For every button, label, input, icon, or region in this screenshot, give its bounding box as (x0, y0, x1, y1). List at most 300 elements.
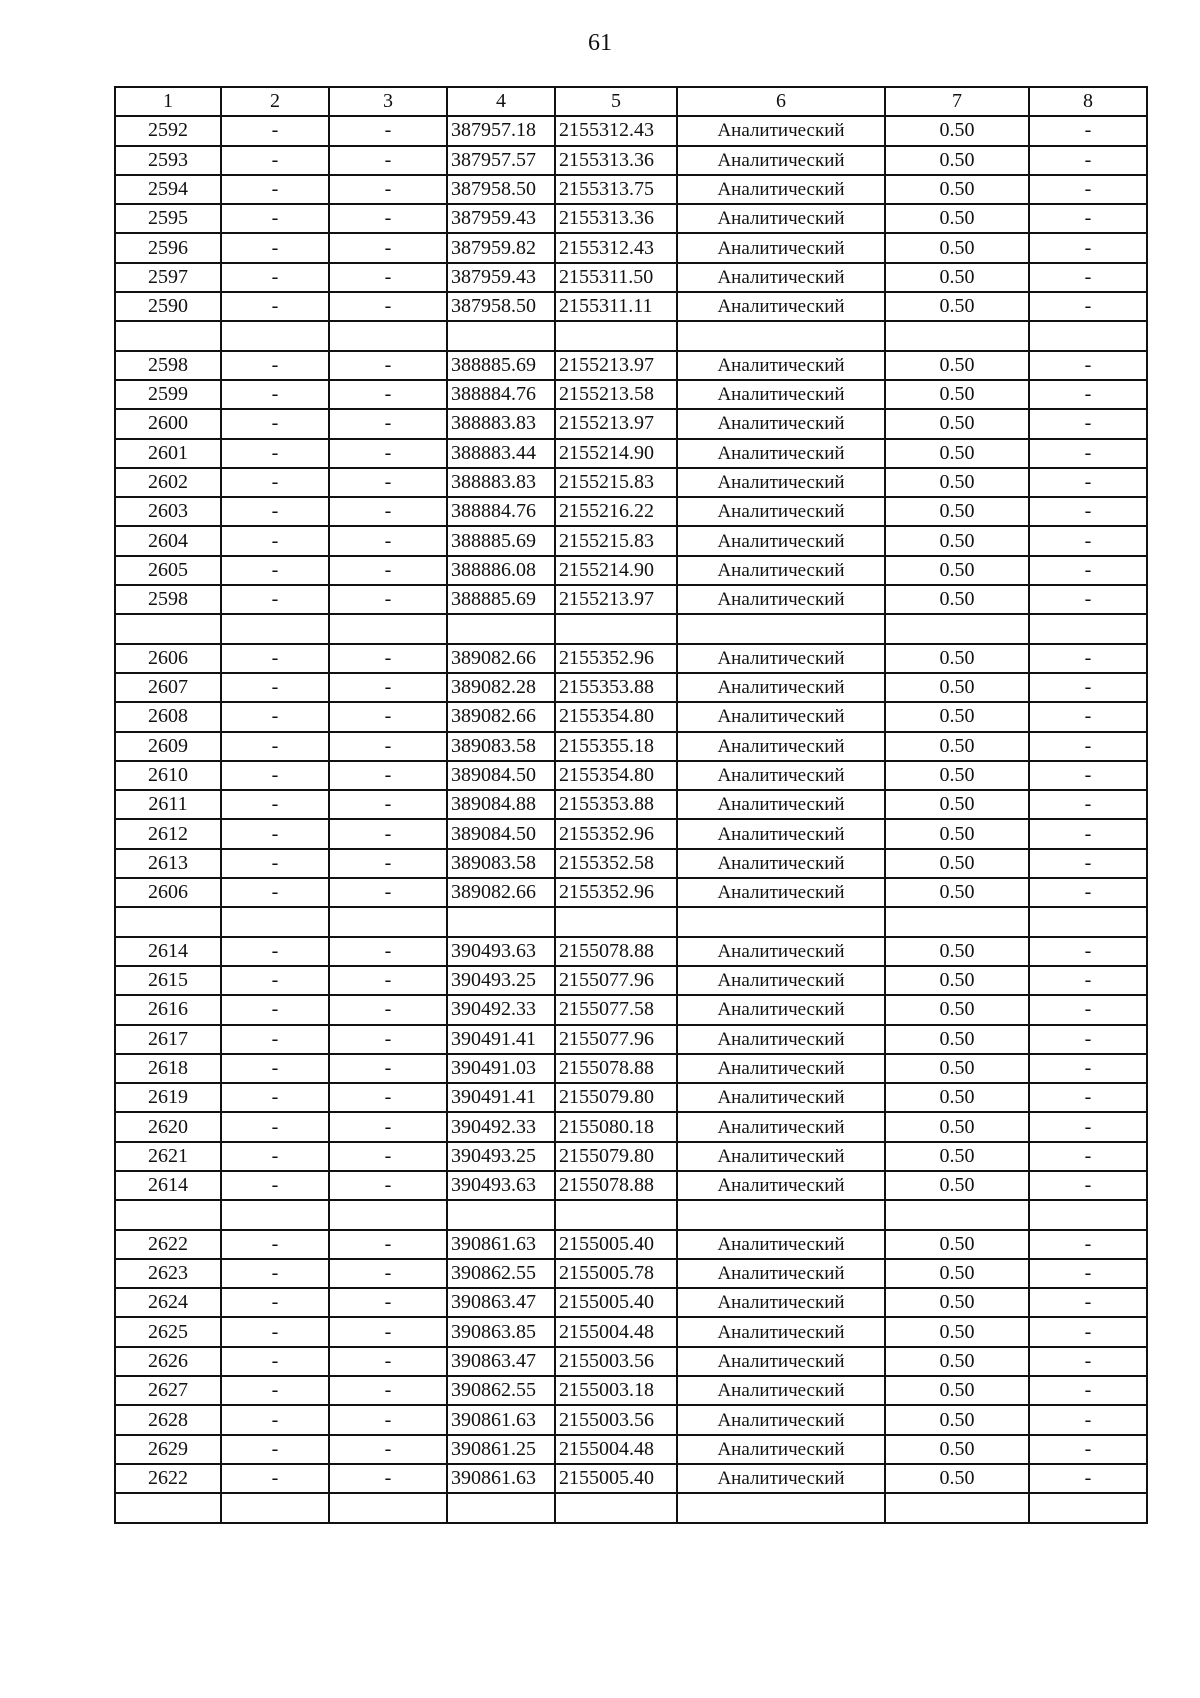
point-number-cell: 2606 (115, 644, 221, 673)
y-coordinate-cell: 2155003.56 (555, 1405, 677, 1434)
accuracy-cell: 0.50 (885, 233, 1029, 262)
point-number-cell (115, 907, 221, 936)
method-cell: Аналитический (677, 146, 885, 175)
accuracy-cell: 0.50 (885, 1317, 1029, 1346)
method-cell: Аналитический (677, 644, 885, 673)
col8-value-cell: - (1029, 263, 1147, 292)
col2-value-cell: - (221, 849, 329, 878)
point-number-cell: 2627 (115, 1376, 221, 1405)
method-cell: Аналитический (677, 556, 885, 585)
accuracy-cell: 0.50 (885, 1376, 1029, 1405)
method-cell: Аналитический (677, 1435, 885, 1464)
y-coordinate-cell: 2155311.50 (555, 263, 677, 292)
y-coordinate-cell: 2155005.78 (555, 1259, 677, 1288)
x-coordinate-cell: 387958.50 (447, 292, 555, 321)
accuracy-cell: 0.50 (885, 585, 1029, 614)
method-cell: Аналитический (677, 497, 885, 526)
table-row (115, 1230, 1147, 1259)
col8-value-cell: - (1029, 175, 1147, 204)
point-number-cell: 2614 (115, 1171, 221, 1200)
y-coordinate-cell: 2155353.88 (555, 673, 677, 702)
point-number-cell: 2614 (115, 937, 221, 966)
col8-value-cell: - (1029, 995, 1147, 1024)
y-coordinate-cell: 2155213.58 (555, 380, 677, 409)
col8-value-cell (1029, 1493, 1147, 1522)
column-header: 7 (885, 87, 1029, 116)
table-row (115, 351, 1147, 380)
y-coordinate-cell: 2155213.97 (555, 409, 677, 438)
method-cell: Аналитический (677, 1054, 885, 1083)
table-row (115, 1112, 1147, 1141)
y-coordinate-cell: 2155355.18 (555, 732, 677, 761)
col3-value-cell: - (329, 849, 447, 878)
accuracy-cell: 0.50 (885, 1083, 1029, 1112)
method-cell: Аналитический (677, 1025, 885, 1054)
accuracy-cell: 0.50 (885, 146, 1029, 175)
col3-value-cell: - (329, 819, 447, 848)
col3-value-cell: - (329, 1054, 447, 1083)
y-coordinate-cell: 2155313.36 (555, 204, 677, 233)
y-coordinate-cell: 2155005.40 (555, 1288, 677, 1317)
method-cell (677, 1200, 885, 1229)
method-cell: Аналитический (677, 1171, 885, 1200)
col3-value-cell: - (329, 116, 447, 145)
col8-value-cell: - (1029, 644, 1147, 673)
column-header: 1 (115, 87, 221, 116)
col8-value-cell: - (1029, 790, 1147, 819)
col2-value-cell: - (221, 966, 329, 995)
x-coordinate-cell (447, 321, 555, 350)
col8-value-cell: - (1029, 585, 1147, 614)
method-cell: Аналитический (677, 1259, 885, 1288)
x-coordinate-cell: 390491.03 (447, 1054, 555, 1083)
col8-value-cell: - (1029, 1083, 1147, 1112)
table-header-row (115, 87, 1147, 116)
table-row (115, 1435, 1147, 1464)
col8-value-cell: - (1029, 146, 1147, 175)
col8-value-cell: - (1029, 702, 1147, 731)
point-number-cell: 2612 (115, 819, 221, 848)
y-coordinate-cell: 2155213.97 (555, 585, 677, 614)
x-coordinate-cell: 388886.08 (447, 556, 555, 585)
col2-value-cell: - (221, 468, 329, 497)
y-coordinate-cell: 2155353.88 (555, 790, 677, 819)
col8-value-cell: - (1029, 468, 1147, 497)
col8-value-cell: - (1029, 204, 1147, 233)
col3-value-cell (329, 321, 447, 350)
col3-value-cell: - (329, 878, 447, 907)
col3-value-cell: - (329, 556, 447, 585)
y-coordinate-cell: 2155077.96 (555, 966, 677, 995)
y-coordinate-cell: 2155004.48 (555, 1435, 677, 1464)
method-cell: Аналитический (677, 673, 885, 702)
point-number-cell: 2602 (115, 468, 221, 497)
col8-value-cell: - (1029, 673, 1147, 702)
col8-value-cell: - (1029, 1230, 1147, 1259)
accuracy-cell (885, 614, 1029, 643)
accuracy-cell (885, 1493, 1029, 1522)
table-row (115, 175, 1147, 204)
method-cell: Аналитический (677, 585, 885, 614)
table-row (115, 526, 1147, 555)
table-row (115, 878, 1147, 907)
col8-value-cell: - (1029, 732, 1147, 761)
col3-value-cell: - (329, 439, 447, 468)
table-row (115, 673, 1147, 702)
table-row (115, 702, 1147, 731)
method-cell: Аналитический (677, 790, 885, 819)
col8-value-cell: - (1029, 1171, 1147, 1200)
accuracy-cell (885, 321, 1029, 350)
method-cell: Аналитический (677, 937, 885, 966)
method-cell: Аналитический (677, 702, 885, 731)
col3-value-cell: - (329, 790, 447, 819)
method-cell: Аналитический (677, 1288, 885, 1317)
col3-value-cell: - (329, 1171, 447, 1200)
col2-value-cell: - (221, 1347, 329, 1376)
point-number-cell (115, 1493, 221, 1522)
col2-value-cell: - (221, 1112, 329, 1141)
table-row (115, 1317, 1147, 1346)
method-cell: Аналитический (677, 966, 885, 995)
col8-value-cell: - (1029, 1142, 1147, 1171)
point-number-cell: 2621 (115, 1142, 221, 1171)
accuracy-cell: 0.50 (885, 1435, 1029, 1464)
col2-value-cell: - (221, 761, 329, 790)
method-cell: Аналитический (677, 1142, 885, 1171)
col8-value-cell: - (1029, 849, 1147, 878)
point-number-cell: 2622 (115, 1230, 221, 1259)
table-row (115, 819, 1147, 848)
col2-value-cell: - (221, 702, 329, 731)
method-cell: Аналитический (677, 439, 885, 468)
point-number-cell: 2590 (115, 292, 221, 321)
col2-value-cell: - (221, 380, 329, 409)
x-coordinate-cell: 389082.66 (447, 702, 555, 731)
x-coordinate-cell: 390493.25 (447, 1142, 555, 1171)
table-row (115, 497, 1147, 526)
coordinates-table (114, 86, 1148, 1524)
col8-value-cell: - (1029, 1259, 1147, 1288)
col2-value-cell: - (221, 1025, 329, 1054)
table-row (115, 116, 1147, 145)
col3-value-cell: - (329, 1376, 447, 1405)
y-coordinate-cell (555, 614, 677, 643)
method-cell (677, 1493, 885, 1522)
col2-value-cell: - (221, 1376, 329, 1405)
table-row (115, 380, 1147, 409)
table-row (115, 966, 1147, 995)
point-number-cell: 2603 (115, 497, 221, 526)
accuracy-cell: 0.50 (885, 439, 1029, 468)
col3-value-cell: - (329, 526, 447, 555)
x-coordinate-cell: 389083.58 (447, 732, 555, 761)
x-coordinate-cell: 390862.55 (447, 1376, 555, 1405)
point-number-cell: 2626 (115, 1347, 221, 1376)
accuracy-cell: 0.50 (885, 702, 1029, 731)
method-cell (677, 614, 885, 643)
col8-value-cell: - (1029, 233, 1147, 262)
column-header: 8 (1029, 87, 1147, 116)
x-coordinate-cell: 388885.69 (447, 526, 555, 555)
x-coordinate-cell: 390861.63 (447, 1405, 555, 1434)
point-number-cell: 2593 (115, 146, 221, 175)
table-row (115, 1464, 1147, 1493)
point-number-cell: 2607 (115, 673, 221, 702)
x-coordinate-cell: 388885.69 (447, 585, 555, 614)
point-number-cell: 2624 (115, 1288, 221, 1317)
point-number-cell: 2595 (115, 204, 221, 233)
column-header: 5 (555, 87, 677, 116)
table-row (115, 790, 1147, 819)
y-coordinate-cell: 2155080.18 (555, 1112, 677, 1141)
x-coordinate-cell (447, 1493, 555, 1522)
method-cell: Аналитический (677, 468, 885, 497)
y-coordinate-cell: 2155312.43 (555, 116, 677, 145)
col2-value-cell: - (221, 995, 329, 1024)
x-coordinate-cell: 389082.28 (447, 673, 555, 702)
x-coordinate-cell: 387958.50 (447, 175, 555, 204)
col3-value-cell: - (329, 468, 447, 497)
table-row (115, 321, 1147, 350)
point-number-cell: 2618 (115, 1054, 221, 1083)
accuracy-cell: 0.50 (885, 409, 1029, 438)
method-cell: Аналитический (677, 1083, 885, 1112)
accuracy-cell: 0.50 (885, 819, 1029, 848)
col3-value-cell: - (329, 1230, 447, 1259)
accuracy-cell: 0.50 (885, 175, 1029, 204)
col8-value-cell (1029, 907, 1147, 936)
table-row (115, 1083, 1147, 1112)
method-cell: Аналитический (677, 292, 885, 321)
col3-value-cell: - (329, 1112, 447, 1141)
col8-value-cell: - (1029, 497, 1147, 526)
col2-value-cell: - (221, 526, 329, 555)
y-coordinate-cell: 2155077.58 (555, 995, 677, 1024)
y-coordinate-cell: 2155216.22 (555, 497, 677, 526)
accuracy-cell: 0.50 (885, 1288, 1029, 1317)
accuracy-cell: 0.50 (885, 1464, 1029, 1493)
x-coordinate-cell: 387959.43 (447, 263, 555, 292)
method-cell: Аналитический (677, 1464, 885, 1493)
point-number-cell: 2623 (115, 1259, 221, 1288)
method-cell: Аналитический (677, 761, 885, 790)
col3-value-cell: - (329, 1347, 447, 1376)
column-header: 3 (329, 87, 447, 116)
col3-value-cell: - (329, 204, 447, 233)
point-number-cell: 2594 (115, 175, 221, 204)
col2-value-cell (221, 1493, 329, 1522)
accuracy-cell: 0.50 (885, 995, 1029, 1024)
table-row (115, 1347, 1147, 1376)
col3-value-cell: - (329, 146, 447, 175)
method-cell: Аналитический (677, 878, 885, 907)
accuracy-cell: 0.50 (885, 204, 1029, 233)
x-coordinate-cell: 390861.63 (447, 1464, 555, 1493)
y-coordinate-cell: 2155352.96 (555, 644, 677, 673)
table-row (115, 732, 1147, 761)
method-cell: Аналитический (677, 732, 885, 761)
col3-value-cell (329, 1493, 447, 1522)
col2-value-cell: - (221, 556, 329, 585)
method-cell: Аналитический (677, 819, 885, 848)
method-cell: Аналитический (677, 351, 885, 380)
col3-value-cell: - (329, 497, 447, 526)
method-cell: Аналитический (677, 849, 885, 878)
x-coordinate-cell: 390863.47 (447, 1288, 555, 1317)
accuracy-cell: 0.50 (885, 1405, 1029, 1434)
col3-value-cell: - (329, 937, 447, 966)
x-coordinate-cell: 389082.66 (447, 644, 555, 673)
table-row (115, 614, 1147, 643)
col8-value-cell: - (1029, 761, 1147, 790)
col2-value-cell: - (221, 439, 329, 468)
col2-value-cell: - (221, 1464, 329, 1493)
method-cell: Аналитический (677, 380, 885, 409)
col8-value-cell: - (1029, 937, 1147, 966)
table-row (115, 1493, 1147, 1522)
col3-value-cell: - (329, 1464, 447, 1493)
x-coordinate-cell: 389084.50 (447, 819, 555, 848)
point-number-cell: 2598 (115, 351, 221, 380)
y-coordinate-cell: 2155352.58 (555, 849, 677, 878)
col8-value-cell: - (1029, 1317, 1147, 1346)
accuracy-cell: 0.50 (885, 849, 1029, 878)
col3-value-cell: - (329, 995, 447, 1024)
col3-value-cell: - (329, 380, 447, 409)
table-row (115, 907, 1147, 936)
col8-value-cell: - (1029, 526, 1147, 555)
col2-value-cell: - (221, 1259, 329, 1288)
x-coordinate-cell: 390491.41 (447, 1025, 555, 1054)
point-number-cell: 2616 (115, 995, 221, 1024)
accuracy-cell: 0.50 (885, 1112, 1029, 1141)
col8-value-cell: - (1029, 1112, 1147, 1141)
table-row (115, 937, 1147, 966)
accuracy-cell: 0.50 (885, 116, 1029, 145)
x-coordinate-cell: 390492.33 (447, 1112, 555, 1141)
table-row (115, 439, 1147, 468)
col2-value-cell: - (221, 1230, 329, 1259)
col2-value-cell: - (221, 1435, 329, 1464)
y-coordinate-cell: 2155078.88 (555, 1171, 677, 1200)
y-coordinate-cell: 2155215.83 (555, 526, 677, 555)
x-coordinate-cell: 389083.58 (447, 849, 555, 878)
table-row (115, 1054, 1147, 1083)
x-coordinate-cell: 387959.43 (447, 204, 555, 233)
x-coordinate-cell: 387957.18 (447, 116, 555, 145)
table-row (115, 146, 1147, 175)
accuracy-cell: 0.50 (885, 468, 1029, 497)
table-row (115, 468, 1147, 497)
col3-value-cell: - (329, 1405, 447, 1434)
accuracy-cell: 0.50 (885, 732, 1029, 761)
accuracy-cell: 0.50 (885, 292, 1029, 321)
x-coordinate-cell: 389084.50 (447, 761, 555, 790)
accuracy-cell: 0.50 (885, 1025, 1029, 1054)
accuracy-cell: 0.50 (885, 497, 1029, 526)
accuracy-cell: 0.50 (885, 790, 1029, 819)
y-coordinate-cell: 2155003.56 (555, 1347, 677, 1376)
col3-value-cell: - (329, 1435, 447, 1464)
col8-value-cell: - (1029, 1347, 1147, 1376)
table-row (115, 1288, 1147, 1317)
col2-value-cell: - (221, 790, 329, 819)
method-cell: Аналитический (677, 175, 885, 204)
col2-value-cell (221, 321, 329, 350)
col2-value-cell: - (221, 175, 329, 204)
point-number-cell (115, 321, 221, 350)
col8-value-cell (1029, 321, 1147, 350)
col2-value-cell: - (221, 673, 329, 702)
method-cell: Аналитический (677, 233, 885, 262)
col2-value-cell: - (221, 1288, 329, 1317)
point-number-cell: 2600 (115, 409, 221, 438)
col8-value-cell: - (1029, 1405, 1147, 1434)
point-number-cell: 2605 (115, 556, 221, 585)
table-row (115, 1200, 1147, 1229)
point-number-cell: 2604 (115, 526, 221, 555)
point-number-cell: 2596 (115, 233, 221, 262)
table-row (115, 233, 1147, 262)
col2-value-cell: - (221, 878, 329, 907)
table-row (115, 263, 1147, 292)
accuracy-cell: 0.50 (885, 966, 1029, 995)
col2-value-cell: - (221, 204, 329, 233)
x-coordinate-cell: 390493.63 (447, 937, 555, 966)
method-cell (677, 321, 885, 350)
y-coordinate-cell: 2155215.83 (555, 468, 677, 497)
y-coordinate-cell: 2155003.18 (555, 1376, 677, 1405)
x-coordinate-cell: 390493.25 (447, 966, 555, 995)
x-coordinate-cell: 388884.76 (447, 497, 555, 526)
col3-value-cell: - (329, 263, 447, 292)
accuracy-cell: 0.50 (885, 1142, 1029, 1171)
x-coordinate-cell: 390863.85 (447, 1317, 555, 1346)
method-cell: Аналитический (677, 1317, 885, 1346)
col2-value-cell (221, 1200, 329, 1229)
x-coordinate-cell: 390491.41 (447, 1083, 555, 1112)
table-row (115, 849, 1147, 878)
col3-value-cell: - (329, 702, 447, 731)
x-coordinate-cell: 388883.44 (447, 439, 555, 468)
point-number-cell: 2620 (115, 1112, 221, 1141)
col3-value-cell (329, 1200, 447, 1229)
accuracy-cell: 0.50 (885, 1259, 1029, 1288)
table-row (115, 995, 1147, 1024)
y-coordinate-cell (555, 1493, 677, 1522)
accuracy-cell: 0.50 (885, 1230, 1029, 1259)
point-number-cell (115, 1200, 221, 1229)
accuracy-cell: 0.50 (885, 526, 1029, 555)
accuracy-cell (885, 1200, 1029, 1229)
accuracy-cell: 0.50 (885, 351, 1029, 380)
x-coordinate-cell: 389082.66 (447, 878, 555, 907)
y-coordinate-cell: 2155079.80 (555, 1083, 677, 1112)
x-coordinate-cell: 390862.55 (447, 1259, 555, 1288)
y-coordinate-cell (555, 321, 677, 350)
col3-value-cell: - (329, 732, 447, 761)
col8-value-cell: - (1029, 878, 1147, 907)
point-number-cell: 2615 (115, 966, 221, 995)
col3-value-cell: - (329, 409, 447, 438)
y-coordinate-cell: 2155078.88 (555, 1054, 677, 1083)
col2-value-cell: - (221, 644, 329, 673)
table-row (115, 1171, 1147, 1200)
y-coordinate-cell: 2155078.88 (555, 937, 677, 966)
point-number-cell: 2592 (115, 116, 221, 145)
x-coordinate-cell: 390861.25 (447, 1435, 555, 1464)
